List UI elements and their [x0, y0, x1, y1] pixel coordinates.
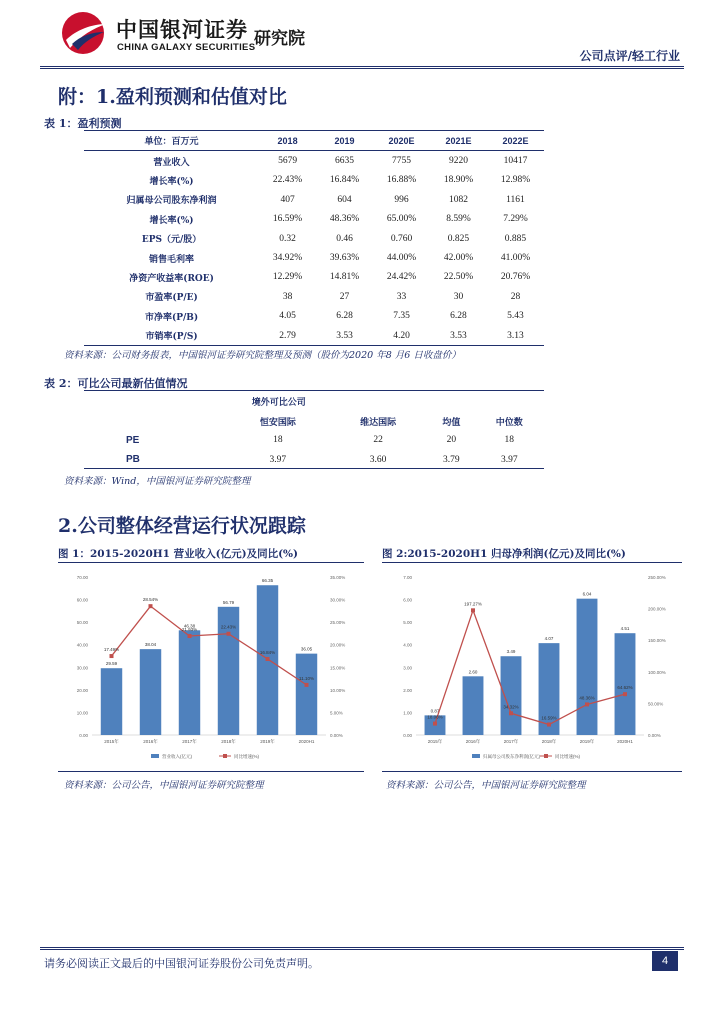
bar — [501, 656, 522, 735]
table-cell: 16.84% — [329, 175, 360, 186]
table-row — [84, 326, 544, 346]
table-cell: 3.97 — [269, 454, 287, 465]
y-left-tick-label: 20.00 — [76, 687, 88, 693]
y-right-tick-label: 0.00% — [330, 733, 343, 738]
bar-data-label: 3.49 — [506, 649, 516, 655]
y-left-tick-label: 5.00 — [403, 620, 412, 626]
row-label: PE — [126, 434, 140, 446]
x-tick-label: 2019年 — [579, 739, 595, 744]
table-cell: 5.43 — [507, 311, 524, 322]
table2-group-header: 境外可比公司 — [251, 398, 306, 409]
disclaimer-text: 请务必阅读正文最后的中国银河证券股份公司免责声明。 — [44, 957, 319, 970]
galaxy-logo-icon — [58, 10, 108, 56]
figure1-frame — [58, 562, 364, 772]
line-data-label: 22.43% — [220, 624, 237, 630]
x-tick-label: 2018年 — [541, 739, 557, 744]
table-row — [84, 190, 544, 209]
legend-line-marker — [223, 754, 227, 758]
table-row — [84, 431, 544, 450]
y-right-tick-label: 100.00% — [648, 669, 666, 675]
legend-line-marker — [544, 754, 548, 758]
table-cell: 34.92% — [272, 253, 303, 264]
table2-bottom-rule — [84, 468, 544, 469]
table-cell: 4.05 — [279, 311, 296, 322]
y-left-tick-label: 2.00 — [403, 687, 412, 693]
line-point — [110, 654, 114, 658]
table-cell: 20.76% — [500, 272, 531, 283]
table-cell: 3.97 — [500, 454, 518, 465]
x-tick-label: 2019年 — [260, 739, 275, 744]
row-label: 市销率(P/S) — [84, 326, 259, 346]
table-cell: 6635 — [335, 156, 355, 167]
y-right-tick-label: 150.00% — [648, 638, 666, 644]
table-cell: 14.81% — [329, 272, 360, 283]
header-divider — [40, 66, 684, 67]
revenue-chart — [58, 563, 364, 771]
bar — [577, 599, 598, 735]
legend-bar-label: 归属母公司股东净利润(亿元) — [483, 754, 540, 759]
table-cell: 3.79 — [443, 454, 460, 465]
row-label: 增长率(%) — [149, 215, 194, 226]
line-point — [188, 634, 192, 638]
table-cell: 2.79 — [259, 326, 316, 346]
x-tick-label: 2017年 — [182, 739, 197, 744]
table-cell: 22.43% — [272, 175, 303, 186]
table-cell: 7.29% — [503, 214, 528, 225]
header-divider-thin — [40, 68, 684, 69]
y-left-tick-label: 4.00 — [403, 642, 412, 648]
table1-header-cell: 2020E — [373, 131, 430, 151]
line-data-label: 11.10% — [299, 675, 314, 681]
line-point — [585, 702, 589, 706]
y-right-tick-label: 250.00% — [648, 575, 666, 580]
y-left-tick-label: 7.00 — [403, 575, 412, 580]
table-cell: 24.42% — [386, 272, 417, 283]
table-cell: 65.00% — [386, 214, 417, 225]
table-cell: 18 — [504, 435, 514, 446]
table2-caption: 表 2：可比公司最新估值情况 — [44, 377, 188, 390]
table1-caption: 表 1：盈利预测 — [44, 117, 122, 130]
line-data-label: 21.93% — [181, 627, 198, 633]
table-cell: 20 — [446, 435, 457, 446]
line-point — [623, 692, 627, 696]
table-cell: 22.50% — [443, 272, 474, 283]
table-cell: 33 — [396, 291, 407, 302]
bar-data-label: 46.38 — [183, 623, 196, 629]
bar — [615, 633, 636, 735]
y-left-tick-label: 3.00 — [403, 665, 412, 671]
table-row — [84, 268, 544, 287]
table-cell: 7755 — [392, 156, 411, 167]
y-right-tick-label: 25.00% — [330, 620, 346, 626]
y-left-tick-label: 0.00 — [403, 733, 412, 738]
line-data-label: 64.62% — [617, 685, 633, 691]
y-left-tick-label: 40.00 — [76, 642, 88, 648]
y-left-tick-label: 60.00 — [76, 597, 88, 603]
table-cell: 12.98% — [500, 175, 531, 186]
table-cell: 996 — [394, 194, 409, 205]
table1-header-cell: 2021E — [430, 131, 487, 151]
table-cell: 48.36% — [329, 214, 360, 225]
bar — [463, 676, 484, 735]
table-cell: 42.00% — [443, 253, 474, 264]
bar-data-label: 2.60 — [468, 669, 478, 675]
line-point — [547, 723, 551, 727]
table-cell: 41.00% — [500, 253, 531, 264]
table-cell: 407 — [280, 194, 295, 205]
table-cell: 28 — [510, 291, 521, 302]
table-cell: 38 — [282, 291, 293, 302]
table-cell: 5679 — [278, 156, 298, 167]
figure1-caption: 图 1：2015-2020H1 营业收入(亿元)及同比(%) — [58, 548, 298, 560]
y-right-tick-label: 15.00% — [330, 665, 346, 671]
line-data-label: 28.54% — [142, 597, 159, 603]
y-right-tick-label: 30.00% — [330, 597, 346, 603]
row-label: 增长率(%) — [149, 176, 194, 187]
section-title-operations: 2.公司整体经营运行状况跟踪 — [58, 515, 306, 537]
table-cell: 4.20 — [373, 326, 430, 346]
y-left-tick-label: 10.00 — [76, 710, 88, 716]
line-data-label: 18.06% — [427, 714, 443, 720]
comparable-valuation-table — [84, 392, 544, 470]
row-label: 营业收入 — [153, 157, 190, 168]
row-label: PB — [126, 454, 140, 466]
net-profit-chart — [382, 563, 682, 771]
legend-bar-swatch — [472, 754, 480, 758]
line-data-label: 34.32% — [503, 704, 519, 710]
y-left-tick-label: 6.00 — [403, 597, 412, 603]
bar-data-label: 38.04 — [144, 642, 157, 648]
x-tick-label: 2018年 — [221, 739, 236, 744]
table1-header-cell: 2019 — [316, 131, 373, 151]
footer-divider — [40, 947, 684, 948]
y-left-tick-label: 70.00 — [76, 575, 88, 580]
x-tick-label: 2020H1 — [298, 739, 315, 744]
bar-data-label: 29.59 — [105, 661, 118, 667]
x-tick-label: 2017年 — [503, 739, 519, 744]
row-label: 销售毛利率 — [149, 254, 195, 265]
y-left-tick-label: 50.00 — [76, 620, 88, 626]
line-point — [433, 722, 437, 726]
table-row — [84, 171, 544, 190]
figure2-frame — [382, 562, 682, 772]
table2-header-cell: 均值 — [442, 417, 461, 428]
bar — [179, 630, 200, 735]
bar-data-label: 4.07 — [544, 636, 554, 642]
legend-bar-label: 营业收入(亿元) — [162, 754, 192, 759]
x-tick-label: 2015年 — [104, 739, 119, 744]
y-right-tick-label: 5.00% — [330, 710, 343, 716]
table-cell: 1161 — [506, 194, 525, 205]
row-label: 市盈率(P/E) — [145, 293, 198, 304]
line-data-label: 16.84% — [259, 649, 276, 655]
bar-data-label: 0.87 — [430, 708, 440, 714]
table1-source: 资料来源：公司财务报表，中国银河证券研究院整理及预测（股价为2020 年8 月6 日收盘价） — [64, 350, 461, 361]
table-cell: 0.825 — [447, 233, 470, 244]
table-cell: 16.88% — [386, 175, 417, 186]
legend-line-label: 同比增速(%) — [555, 754, 580, 759]
row-label: 市净率(P/B) — [144, 312, 199, 323]
table-cell: 7.35 — [393, 311, 410, 322]
line-data-label: 197.27% — [464, 601, 482, 607]
y-right-tick-label: 0.00% — [648, 733, 661, 738]
bar-data-label: 56.79 — [222, 599, 235, 605]
table-cell: 39.63% — [329, 253, 360, 264]
table-cell: 12.29% — [272, 272, 303, 283]
legend-line-label: 同比增速(%) — [234, 754, 259, 759]
x-tick-label: 2016年 — [143, 739, 158, 744]
table-cell: 0.32 — [279, 233, 296, 244]
table-cell: 22 — [373, 435, 383, 446]
table1-header-cell: 单位：百万元 — [84, 131, 259, 151]
table1-header-cell: 2022E — [487, 131, 544, 151]
logo-chinese-name: 中国银河证券 — [116, 18, 248, 42]
table-cell: 6.28 — [336, 311, 353, 322]
table-row — [84, 248, 544, 267]
page-number: 4 — [652, 951, 678, 971]
table-cell: 44.00% — [386, 253, 417, 264]
table-cell: 8.59% — [446, 214, 471, 225]
table-cell: 3.53 — [430, 326, 487, 346]
section-title-forecast: 附：1.盈利预测和估值对比 — [58, 86, 287, 108]
table-row — [84, 229, 544, 248]
logo-english-name: CHINA GALAXY SECURITIES — [117, 42, 256, 53]
table-cell: 10417 — [503, 156, 528, 167]
figure2-caption: 图 2:2015-2020H1 归母净利润(亿元)及同比(%) — [382, 548, 626, 560]
table-row — [84, 210, 544, 229]
table-cell: 604 — [337, 194, 352, 205]
table-cell: 30 — [453, 291, 464, 302]
table-row — [84, 287, 544, 306]
y-left-tick-label: 1.00 — [403, 710, 412, 716]
table-cell: 0.46 — [336, 233, 353, 244]
row-label: EPS（元/股） — [141, 235, 202, 246]
x-tick-label: 2020H1 — [617, 739, 633, 744]
table-cell: 27 — [339, 291, 350, 302]
row-label: 净资产收益率(ROE) — [129, 273, 214, 284]
line-point — [227, 632, 231, 636]
table-cell: 0.885 — [504, 233, 527, 244]
table2-source: 资料来源：Wind，中国银河证券研究院整理 — [64, 476, 251, 487]
bar-data-label: 4.51 — [620, 626, 630, 632]
bar-data-label: 36.05 — [300, 646, 313, 652]
footer-divider-thin — [40, 949, 684, 950]
table-row — [84, 151, 544, 171]
table-cell: 1082 — [448, 194, 468, 205]
table-cell: 18.90% — [443, 175, 474, 186]
line-point — [305, 683, 309, 687]
table-cell: 0.760 — [390, 233, 413, 244]
figure1-source: 资料来源：公司公告，中国银河证券研究院整理 — [64, 780, 264, 791]
y-right-tick-label: 50.00% — [648, 701, 664, 707]
row-label: 归属母公司股东净利润 — [126, 196, 217, 207]
table1-header-cell: 2018 — [259, 131, 316, 151]
x-tick-label: 2016年 — [465, 739, 481, 744]
y-right-tick-label: 200.00% — [648, 606, 666, 612]
table2-header-cell — [84, 411, 228, 430]
y-left-tick-label: 0.00 — [79, 733, 88, 738]
table2-header-cell: 维达国际 — [360, 417, 397, 428]
bar — [296, 654, 317, 735]
table-cell: 6.28 — [450, 311, 467, 322]
line-point — [266, 657, 270, 661]
line-point — [471, 608, 475, 612]
table2-header-cell: 中位数 — [495, 417, 523, 428]
line-data-label: 17.49% — [103, 647, 120, 653]
y-left-tick-label: 30.00 — [76, 665, 88, 671]
forecast-table — [84, 130, 544, 346]
bar — [101, 668, 122, 735]
bar-data-label: 6.04 — [582, 591, 592, 597]
line-data-label: 16.59% — [541, 715, 557, 721]
y-right-tick-label: 10.00% — [330, 687, 346, 693]
bar-data-label: 66.35 — [261, 578, 274, 584]
y-right-tick-label: 20.00% — [330, 642, 346, 648]
table-cell: 3.13 — [487, 326, 544, 346]
table-row — [84, 307, 544, 326]
table-cell: 9220 — [448, 156, 468, 167]
table-cell: 18 — [273, 435, 283, 446]
table2-header-cell: 恒安国际 — [259, 417, 296, 428]
line-data-label: 48.36% — [579, 695, 595, 701]
logo-institute: 研究院 — [254, 29, 305, 49]
table-cell: 3.60 — [369, 454, 387, 465]
table-cell: 16.59% — [272, 214, 303, 225]
x-tick-label: 2015年 — [427, 739, 443, 744]
bar — [140, 649, 161, 735]
table2-top-rule — [84, 390, 544, 391]
table-cell: 3.53 — [316, 326, 373, 346]
legend-bar-swatch — [151, 754, 159, 758]
report-category: 公司点评/轻工行业 — [579, 49, 680, 63]
line-point — [149, 604, 153, 608]
table-row — [84, 450, 544, 469]
y-right-tick-label: 35.00% — [330, 575, 346, 580]
line-point — [509, 711, 513, 715]
figure2-source: 资料来源：公司公告，中国银河证券研究院整理 — [386, 780, 586, 791]
